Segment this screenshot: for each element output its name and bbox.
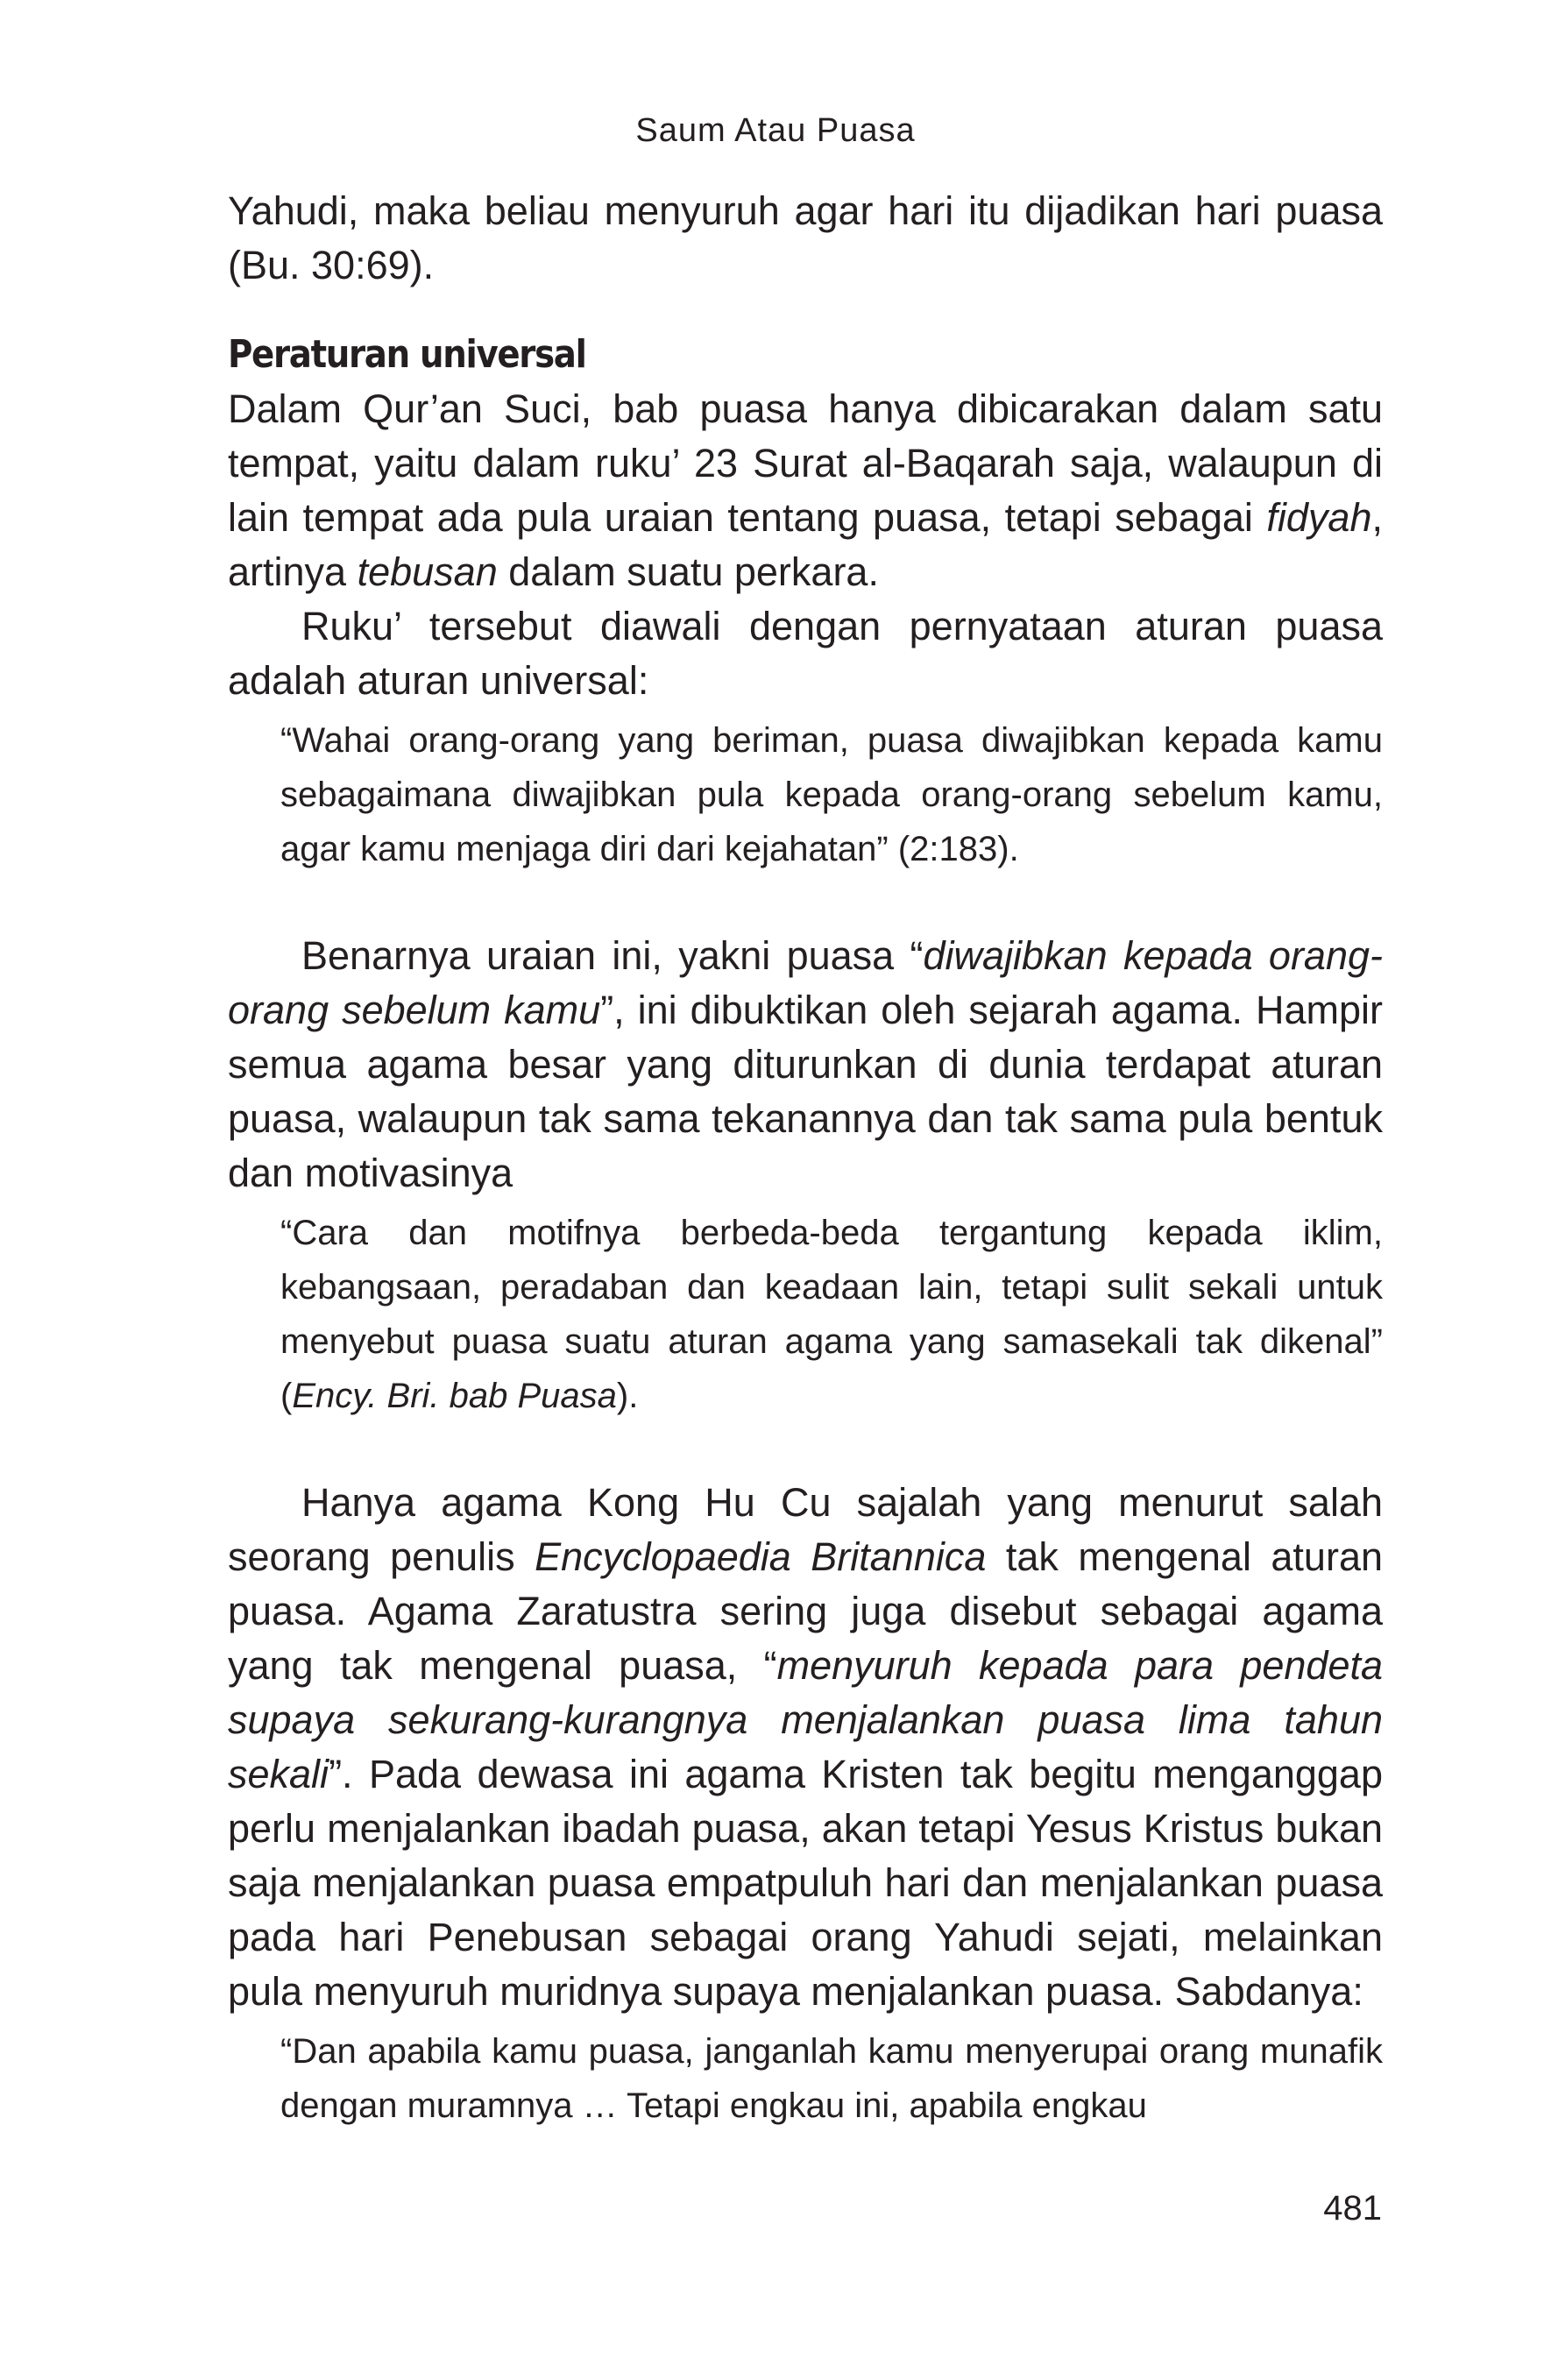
text-run: tak mengenal aturan puasa. Agama Zaratustra sering juga disebut sebagai agama yang tak mengenal puasa, “: [228, 1534, 1384, 1688]
text-run: dalam suatu perkara.: [497, 549, 879, 594]
italic-term-tebusan: tebusan: [357, 549, 498, 594]
running-header: Saum Atau Puasa: [635, 112, 916, 149]
italic-quote: diwajibkan kepada orang-orang sebelum kamu: [228, 933, 1384, 1032]
paragraph-ruku: Ruku’ tersebut diawali dengan pernyataan aturan puasa adalah aturan universal:: [228, 604, 1383, 703]
text-run: Dalam Qur’an Suci, bab puasa hanya dibicarakan dalam satu tempat, yaitu dalam ruku’ 23 Surat al-Baqarah saja, walaupun di lain tempat ada pula uraian tentang puasa, tetapi sebagai: [228, 386, 1383, 540]
page-number: 481: [1323, 2189, 1382, 2228]
block-quote-gospel: “Dan apabila kamu puasa, janganlah kamu menyerupai orang munafik dengan muramnya … Tetapi engkau ini, apabila engkau: [280, 2032, 1383, 2125]
text-run: “Cara dan motifnya berbeda-beda tergantung kepada iklim, kebangsaan, peradaban dan keadaan lain, tetapi sulit sekali untuk menyebut puasa suatu aturan agama yang samasekali tak dikenal” (: [280, 1214, 1383, 1415]
text-run: , artinya: [228, 495, 1383, 594]
block-quote-encyclopedia: [280, 1206, 1383, 1423]
paragraph-intro: [228, 382, 1383, 599]
paragraph-history: [228, 929, 1383, 1201]
text-run: ).: [616, 1377, 639, 1415]
text-run: ”. Pada dewasa ini agama Kristen tak begitu menganggap perlu menjalankan ibadah puasa, akan tetapi Yesus Kristus bukan saja menjalankan puasa empatpuluh hari dan menjalankan puasa pada hari Penebusan sebagai orang Yahudi sejati, melainkan pula menyuruh muridnya supaya menjalankan puasa. Sabdanya:: [228, 1752, 1383, 2014]
section-heading: Peraturan universal: [228, 332, 586, 377]
italic-term-fidyah: fidyah: [1266, 495, 1372, 540]
italic-quote: menyuruh kepada para pendeta supaya sekurang-kurangnya menjalankan puasa lima tahun sekali: [228, 1643, 1383, 1796]
text-run: ”, ini dibuktikan oleh sejarah agama. Hampir semua agama besar yang diturunkan di dunia terdapat aturan puasa, walaupun tak sama tekanannya dan tak sama pula bentuk dan motivasinya: [228, 988, 1383, 1195]
text-run: Benarnya uraian ini, yakni puasa “: [301, 933, 924, 978]
italic-citation: Ency. Bri. bab Puasa: [292, 1377, 617, 1415]
text-run: Hanya agama Kong Hu Cu sajalah yang menurut salah seorang penulis: [228, 1480, 1383, 1579]
block-quote-quran: “Wahai orang-orang yang beriman, puasa diwajibkan kepada kamu sebagaimana diwajibkan pula kepada orang-orang sebelum kamu, agar kamu menjaga diri dari kejahatan” (2:183).: [280, 721, 1383, 868]
italic-title: Encyclopaedia Britannica: [535, 1534, 987, 1579]
paragraph-religions: [228, 1476, 1383, 2019]
page-body: [228, 184, 1383, 2133]
paragraph-continuation: Yahudi, maka beliau menyuruh agar hari itu dijadikan hari puasa (Bu. 30:69).: [228, 188, 1383, 287]
